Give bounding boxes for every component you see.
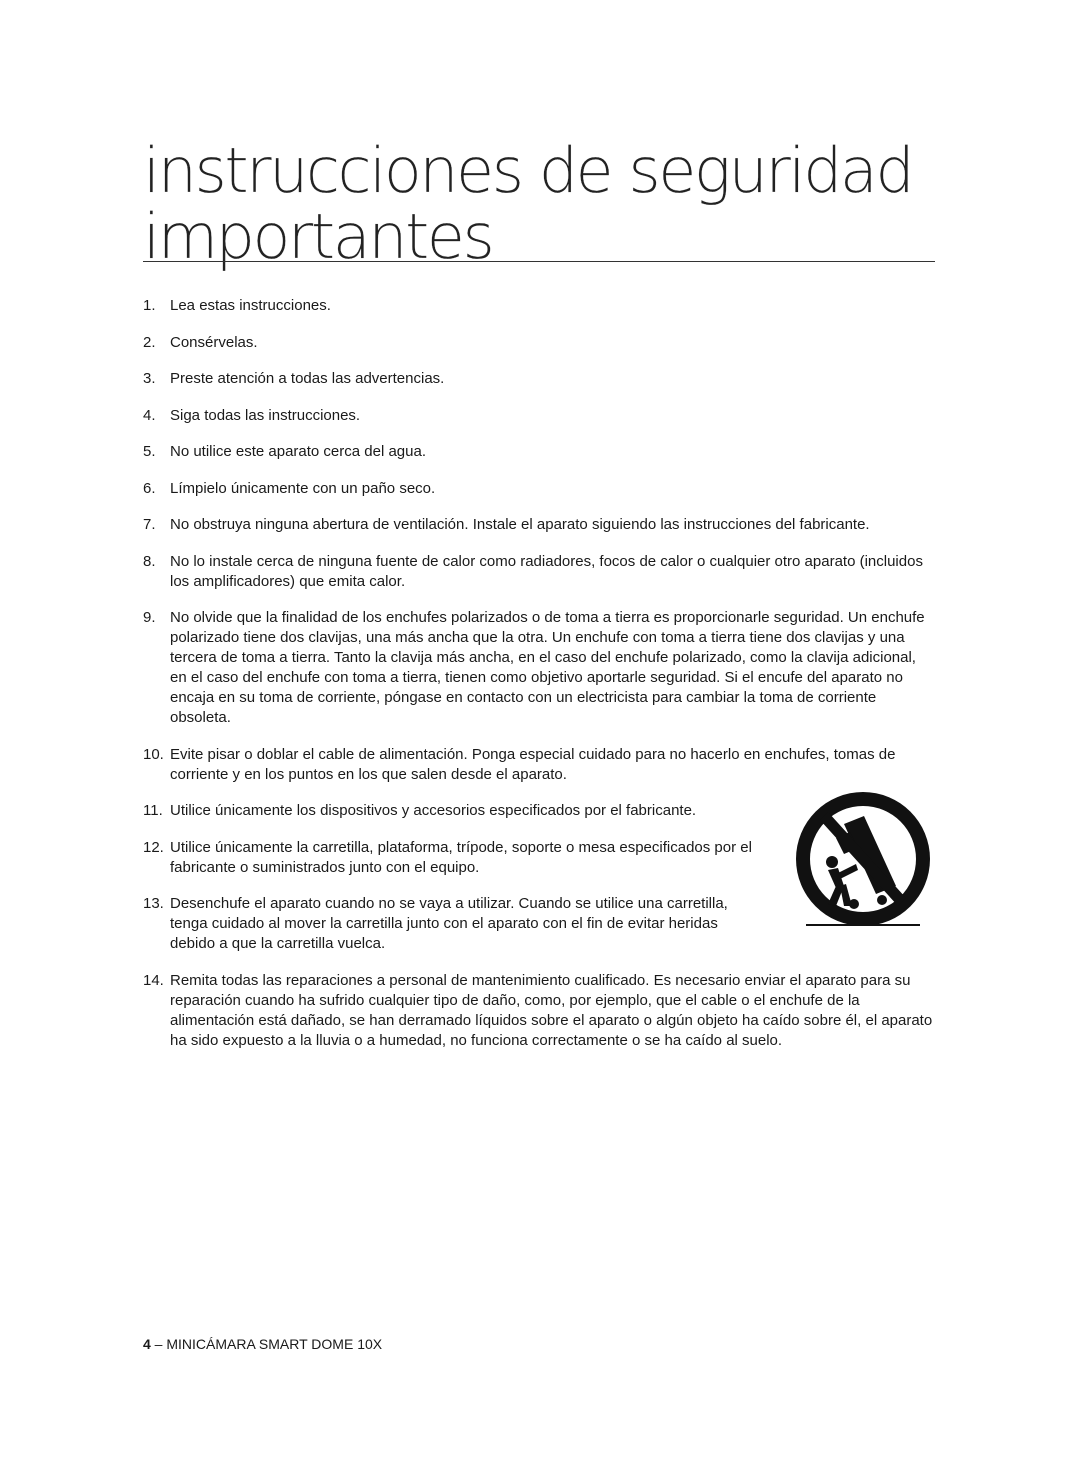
item-number: 14. [143,971,164,989]
item-number: 7. [143,516,156,533]
item-text: Lea estas instrucciones. [170,297,331,314]
list-item [143,406,933,426]
list-item [143,608,933,728]
item-text: No olvide que la finalidad de los enchufes polarizados o de toma a tierra es proporcionarle seguridad. Un enchufe polarizado tiene dos clavijas, una más ancha que la otra. Un enchufe con toma a tierra tiene dos clavijas y una tercera de toma a tierra. Tanto la clavija más ancha, en el caso del enchufe polarizado, como la clavija adicional, en el caso del enchufe con toma a tierra, tienen como objetivo aportarle seguridad. Si el encufe del aparato no encaja en su toma de corriente, póngase en contacto con un electricista para cambiar la toma de corriente obsoleta. [170,609,925,726]
page-number: 4 [143,1336,151,1352]
list-item [143,971,933,1051]
item-text: No utilice este aparato cerca del agua. [170,443,426,460]
list-item [143,894,760,954]
item-number: 4. [143,406,156,424]
item-number: 3. [143,370,156,387]
list-item [143,442,933,462]
item-number: 9. [143,609,156,626]
footer-product-name: – MINICÁMARA SMART DOME 10X [150,1336,383,1352]
title-underline [143,261,935,262]
item-number: 8. [143,552,156,570]
list-item [143,333,933,353]
item-text: Remita todas las reparaciones a personal de mantenimiento cualificado. Es necesario enviar el aparato para su reparación cuando ha sufrido cualquier tipo de daño, como, por ejemplo, que el cable o el enchufe de la alimentación está dañado, se han derramado líquidos sobre el aparato o algún objeto ha caído sobre él, el aparato ha sido expuesto a la lluvia o a humedad, no funciona correctamente o se ha caído al suelo. [170,971,933,1049]
item-number: 11. [143,802,163,819]
item-text: No obstruya ninguna abertura de ventilación. Instale el aparato siguiendo las instrucciones del fabricante. [170,516,870,533]
item-text: Utilice únicamente la carretilla, plataforma, trípode, soporte o mesa especificados por el fabricante o suministrados junto con el equipo. [170,838,752,876]
item-number: 2. [143,333,156,351]
item-number: 10. [143,745,164,763]
item-number: 1. [143,297,156,314]
list-item [143,745,933,785]
list-item [143,515,933,535]
item-number: 13. [143,895,164,912]
list-item [143,369,933,389]
list-item [143,296,933,316]
page-title: instrucciones de seguridad importantes [143,134,913,273]
item-number: 6. [143,479,156,497]
safety-instructions-list [143,296,933,1067]
item-text: Utilice únicamente los dispositivos y accesorios especificados por el fabricante. [170,802,697,819]
page-footer [143,1335,382,1353]
item-number: 12. [143,838,164,856]
item-text: No lo instale cerca de ninguna fuente de calor como radiadores, focos de calor o cualquier otro aparato (incluidos los amplificadores) que emita calor. [170,552,923,590]
item-text: Desenchufe el aparato cuando no se vaya a utilizar. Cuando se utilice una carretilla, tenga cuidado al mover la carretilla junto con el aparato con el fin de evitar heridas debido a que la carretilla vuelca. [170,895,728,952]
list-item [143,552,933,592]
item-text: Límpielo únicamente con un paño seco. [170,479,436,497]
item-text: Preste atención a todas las advertencias. [170,370,445,387]
cart-tip-over-warning-icon [792,790,934,932]
item-text: Consérvelas. [170,333,258,351]
item-text: Evite pisar o doblar el cable de alimentación. Ponga especial cuidado para no hacerlo en enchufes, tomas de corriente y en los puntos en los que salen desde el aparato. [170,745,896,783]
item-number: 5. [143,443,156,460]
list-item [143,479,933,499]
item-text: Siga todas las instrucciones. [170,406,361,424]
list-item [143,838,775,878]
